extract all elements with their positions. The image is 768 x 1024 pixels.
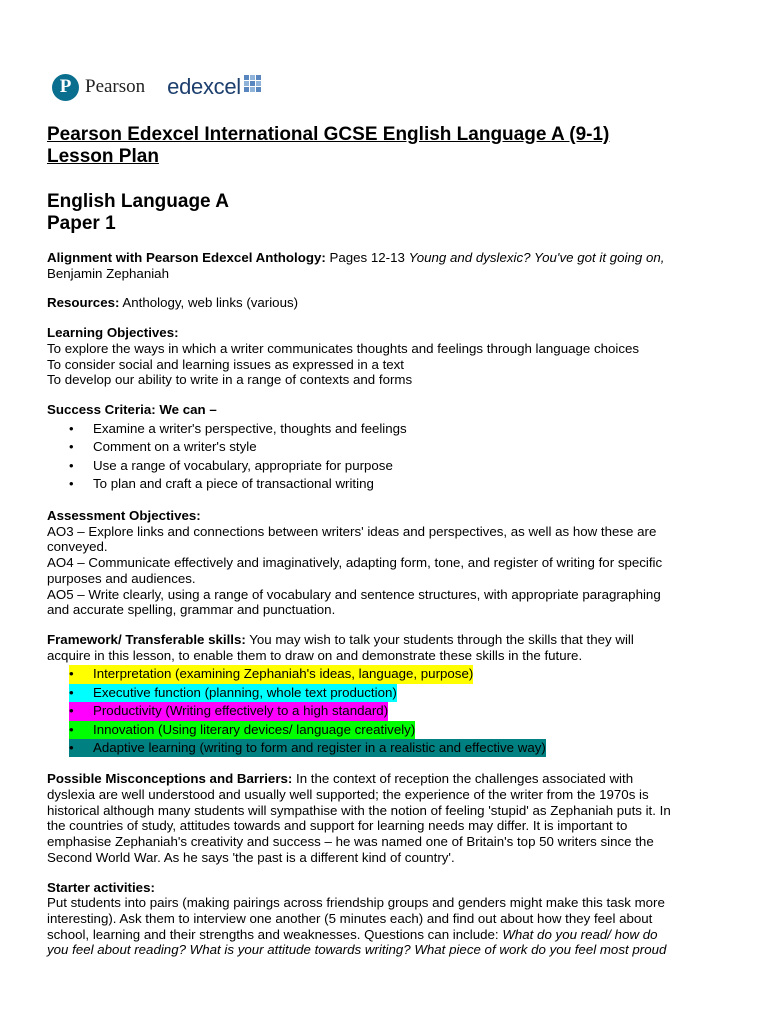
resources-section xyxy=(47,295,719,311)
framework-skill-item xyxy=(47,721,719,739)
skill-text: Productivity (Writing effectively to a high standard) xyxy=(93,703,389,719)
bullet-icon: • xyxy=(69,721,74,737)
success-criteria-item: • Use a range of vocabulary, appropriate for purpose xyxy=(47,457,719,476)
starter-line-2: interesting). Ask them to interview one another (5 minutes each) and find out about how they feel about xyxy=(47,910,653,926)
skill-highlight xyxy=(69,739,546,757)
skill-highlight xyxy=(69,684,397,702)
success-criteria-item: • To plan and craft a piece of transactional writing xyxy=(47,475,719,494)
alignment-pages: Pages 12-13 xyxy=(325,250,409,265)
starter-line-1: Put students into pairs (making pairings across friendship groups and genders might make this task more xyxy=(47,895,665,911)
framework-skills-list xyxy=(47,665,719,757)
misconceptions-line-1: In the context of reception the challenges associated with xyxy=(292,771,634,787)
learning-objectives-label: Learning Objectives: xyxy=(47,325,179,341)
ao4-line-1: AO4 – Communicate effectively and imaginatively, adapting form, tone, and register of writing for specific xyxy=(47,555,663,571)
framework-skill-item xyxy=(47,684,719,702)
success-criteria-list xyxy=(47,420,719,494)
success-criteria-item: • Comment on a writer's style xyxy=(47,438,719,457)
misconceptions-section xyxy=(47,771,719,865)
pearson-logo-text: Pearson xyxy=(85,76,146,97)
bullet-icon: • xyxy=(69,739,74,755)
learning-objectives-section xyxy=(47,325,719,388)
alignment-text-title: Young and dyslexic? You've got it going on, xyxy=(408,250,665,265)
bullet-icon: • xyxy=(69,703,74,719)
subject-heading xyxy=(47,191,727,235)
skill-text: Adaptive learning (writing to form and register in a realistic and effective way) xyxy=(93,739,546,755)
starter-line-3: school, learning and their strengths and weaknesses. Questions can include: xyxy=(47,926,503,942)
starter-line-4: you feel about reading? What is your attitude towards writing? What piece of work do you feel most proud xyxy=(47,942,667,958)
bullet-icon: • xyxy=(69,684,74,700)
assessment-objectives-label: Assessment Objectives: xyxy=(47,508,201,523)
learning-objective-item: To consider social and learning issues as expressed in a text xyxy=(47,356,404,372)
ao3-line-1: AO3 – Explore links and connections between writers' ideas and perspectives, as well as how these are xyxy=(47,523,657,539)
misconceptions-line-6: Second World War. As he says 'the past is a different kind of country'. xyxy=(47,849,455,865)
misconceptions-line-2: dyslexia are well understood and usually well supported; the experience of the writer from the 1970s is xyxy=(47,787,649,803)
resources-text: Anthology, web links (various) xyxy=(119,295,299,311)
assessment-objectives-section xyxy=(47,508,719,618)
success-criteria-item: • Examine a writer's perspective, thoughts and feelings xyxy=(47,420,719,439)
ao4-line-2: purposes and audiences. xyxy=(47,570,196,586)
ao3-line-2: conveyed. xyxy=(47,539,108,555)
ao5-line-1: AO5 – Write clearly, using a range of vocabulary and sentence structures, with appropriate paragraphing xyxy=(47,586,661,602)
skill-highlight xyxy=(69,702,388,720)
framework-label: Framework/ Transferable skills: xyxy=(47,631,246,647)
skill-text: Executive function (planning, whole text production) xyxy=(93,684,397,700)
starter-line-3-italic: What do you read/ how do xyxy=(502,926,658,942)
framework-text-1: You may wish to talk your students through the skills that they will xyxy=(245,631,634,647)
ao5-line-2: and accurate spelling, grammar and punctuation. xyxy=(47,602,336,618)
learning-objective-item: To develop our ability to write in a range of contexts and forms xyxy=(47,372,413,388)
misconceptions-line-4: the countries of study, attitudes towards and support for learning needs may differ. It is important to xyxy=(47,818,628,834)
edexcel-logo-text: edexcel xyxy=(167,74,241,99)
edexcel-dots-icon xyxy=(244,75,261,92)
subject-line-1: English Language A xyxy=(47,191,229,212)
resources-label: Resources: xyxy=(47,295,120,311)
starter-label: Starter activities: xyxy=(47,879,155,895)
alignment-label: Alignment with Pearson Edexcel Anthology: xyxy=(47,250,326,265)
starter-section xyxy=(47,880,719,959)
framework-section xyxy=(47,632,719,757)
misconceptions-line-5: emphasise Zephaniah's creativity and success – he was named one of Britain's top 50 writers since the xyxy=(47,834,654,850)
title-line-2: Lesson Plan xyxy=(47,146,159,167)
misconceptions-label: Possible Misconceptions and Barriers: xyxy=(47,771,293,787)
framework-skill-item xyxy=(47,665,719,683)
framework-text-2: acquire in this lesson, to enable them to draw on and demonstrate these skills in the future. xyxy=(47,647,583,663)
skill-text: Innovation (Using literary devices/ language creatively) xyxy=(93,721,416,737)
framework-skill-item xyxy=(47,702,719,720)
success-criteria-label: Success Criteria: We can – xyxy=(47,401,217,417)
misconceptions-line-3: historical although many students will sympathise with the notion of feeling 'stupid' as Zephaniah puts it. In xyxy=(47,802,671,818)
document-body xyxy=(47,250,719,972)
skill-highlight xyxy=(69,721,415,739)
success-criteria-section xyxy=(47,402,719,494)
document-title xyxy=(47,124,727,168)
subject-line-2: Paper 1 xyxy=(47,213,116,234)
header-logos xyxy=(52,70,261,104)
learning-objective-item: To explore the ways in which a writer communicates thoughts and feelings through language choices xyxy=(47,340,640,356)
alignment-author: Benjamin Zephaniah xyxy=(47,265,169,281)
bullet-icon: • xyxy=(69,666,74,682)
alignment-section xyxy=(47,250,719,281)
pearson-logo-icon: P xyxy=(52,74,79,101)
skill-text: Interpretation (examining Zephaniah's ideas, language, purpose) xyxy=(93,666,474,682)
skill-highlight xyxy=(69,665,473,683)
framework-skill-item xyxy=(47,739,719,757)
title-line-1: Pearson Edexcel International GCSE English Language A (9-1) xyxy=(47,124,610,145)
